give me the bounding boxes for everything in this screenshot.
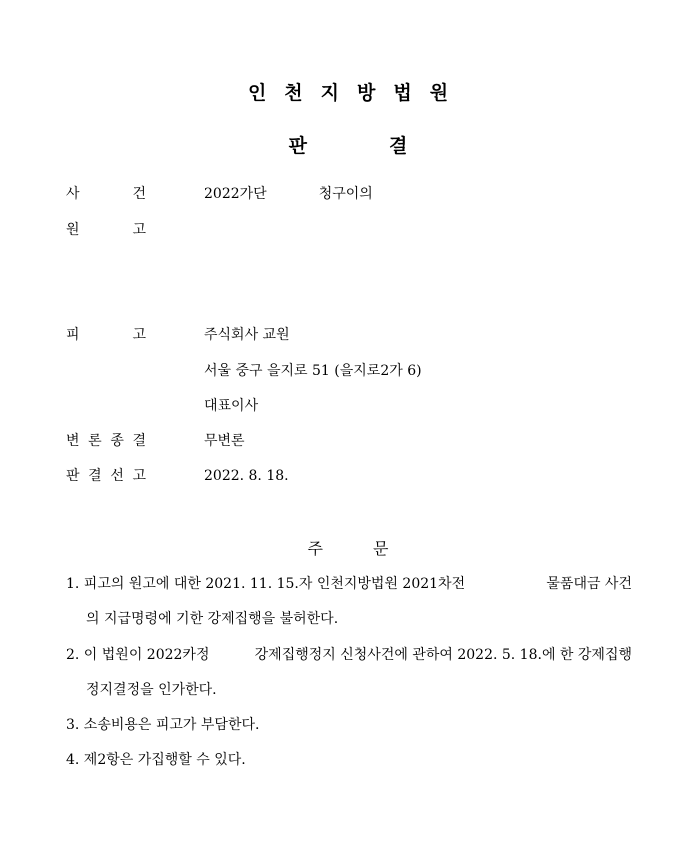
defendant-label: 피 고 (66, 327, 146, 343)
closing-label: 변 론 종 결 (66, 433, 146, 449)
defendant-name: 주식회사 교원 (204, 327, 290, 343)
order-item-1 (66, 574, 632, 594)
court-name: 인천지방법원 (247, 82, 467, 104)
order-item-2 (66, 645, 632, 665)
case-value (204, 184, 373, 204)
defendant-representative: 대표이사 (204, 398, 259, 414)
order-item-1-text-a: 1. 피고의 원고에 대한 2021. 11. 15.자 인천지방법원 2021차전 (66, 576, 466, 592)
order-item-4: 4. 제2항은 가집행할 수 있다. (66, 752, 246, 768)
case-label: 사 건 (66, 186, 146, 202)
order-title: 주문 (307, 539, 439, 558)
order-item-1-text-b: 물품대금 사건 (546, 576, 632, 592)
order-item-2-cont: 정지결정을 인가한다. (86, 682, 217, 698)
document-title: 판결 (288, 135, 490, 157)
plaintiff-label: 원 고 (66, 222, 146, 238)
order-item-1-cont: 의 지급명령에 기한 강제집행을 불허한다. (86, 611, 339, 627)
closing-value: 무변론 (204, 433, 245, 449)
ruling-label: 판 결 선 고 (66, 468, 146, 484)
defendant-address: 서울 중구 을지로 51 (을지로2가 6) (204, 363, 422, 379)
order-item-3: 3. 소송비용은 피고가 부담한다. (66, 717, 260, 733)
ruling-date: 2022. 8. 18. (204, 468, 289, 484)
order-item-2-text-a: 2. 이 법원이 2022카정 (66, 647, 210, 663)
case-name: 청구이의 (318, 186, 373, 202)
order-item-2-text-b: 강제집행정지 신청사건에 관하여 2022. 5. 18.에 한 강제집행 (254, 647, 632, 663)
case-number: 2022가단 (204, 186, 267, 202)
